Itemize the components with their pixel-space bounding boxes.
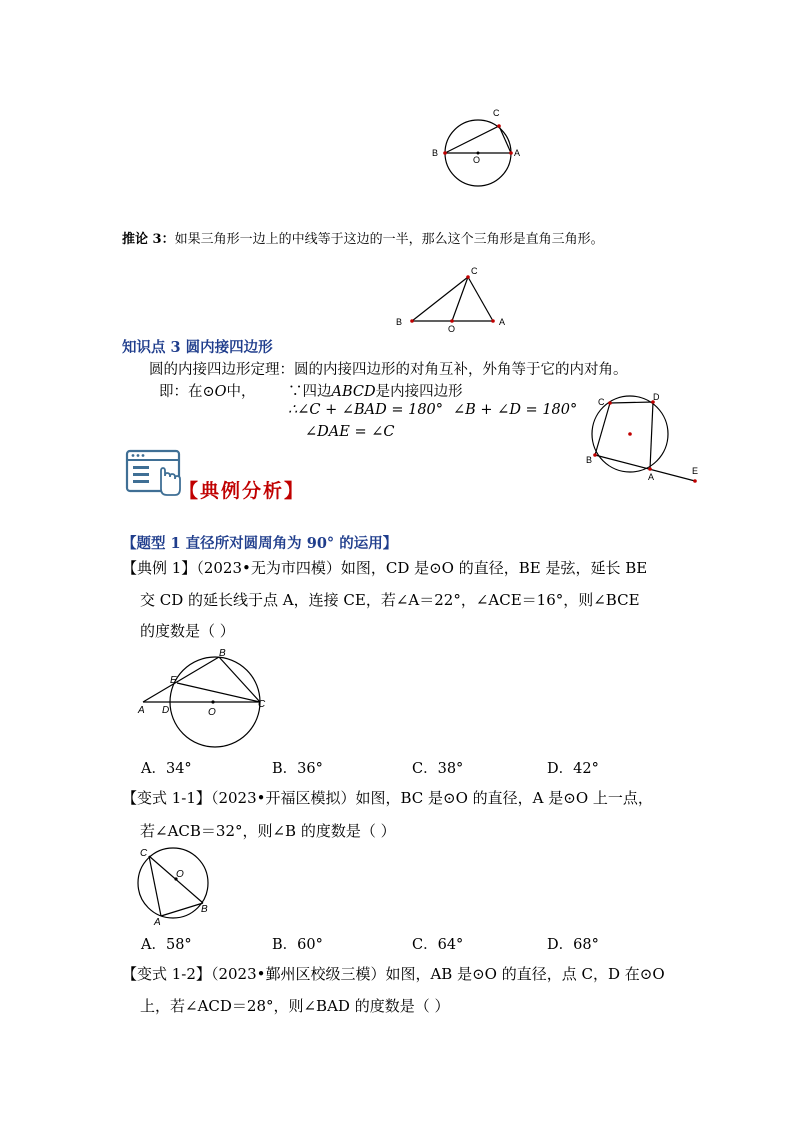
fig2-label-o: O (448, 324, 456, 334)
example-1-line3: 的度数是（ ） (140, 622, 235, 640)
line1-abcd: ABCD (331, 384, 376, 400)
variant-1-1-option-d[interactable]: D．68° (547, 937, 599, 953)
fig1-label-c: C (493, 108, 500, 118)
knowledge-3-line2: ∴∠C + ∠BAD = 180° (288, 402, 444, 418)
example-1-option-a[interactable]: A．34° (141, 761, 192, 777)
figure-example-1 (133, 645, 273, 745)
fig3-label-c: C (598, 397, 605, 407)
knowledge-3-theorem: 圆的内接四边形定理：圆的内接四边形的对角互补，外角等于它的内对角。 (149, 362, 628, 378)
fig2-label-c: C (471, 266, 478, 276)
fig5-label-b: B (201, 904, 208, 915)
knowledge-3-heading: 知识点 3 圆内接四边形 (122, 339, 273, 356)
example-1-line1 (122, 557, 647, 578)
document-pointer-icon (125, 449, 183, 497)
fig2-label-a: A (499, 317, 506, 327)
line1-suffix: 中， (226, 384, 256, 400)
variant-1-2-line2: 上，若∠ACD＝28°，则∠BAD 的度数是（ ） (140, 997, 450, 1015)
corollary-3 (122, 228, 604, 247)
variant-1-1-line2: 若∠ACB＝32°，则∠B 的度数是（ ） (140, 822, 396, 840)
fig4-label-a: A (138, 705, 145, 716)
example-1-line2: 交 CD 的延长线于点 A，连接 CE，若∠A＝22°，∠ACE＝16°，则∠BCE (140, 591, 640, 609)
figure-cyclic-quadrilateral (583, 388, 705, 488)
fig5-label-c: C (140, 848, 148, 859)
example-1-option-c[interactable]: C．38° (412, 761, 464, 777)
banner-title: 【典例分析】 (179, 480, 306, 502)
fig2-label-b: B (396, 317, 403, 327)
fig5-label-a: A (154, 917, 161, 928)
knowledge-3-line1-intro (159, 380, 256, 401)
line1-o: O (214, 384, 227, 400)
knowledge-3-line1-given (288, 380, 463, 401)
fig3-label-a: A (648, 472, 655, 482)
corollary-3-text: 如果三角形一边上的中线等于这边的一半，那么这个三角形是直角三角形。 (174, 232, 604, 247)
figure-triangle-median (392, 262, 517, 337)
corollary-3-label: 推论 3： (122, 232, 175, 247)
fig1-label-a: A (514, 148, 521, 158)
example-1-option-d[interactable]: D．42° (547, 761, 599, 777)
example-1-source: （2023•无为市四模） (196, 559, 341, 577)
variant-1-1-text1: 如图，BC 是⊙O 的直径，A 是⊙O 上一点， (355, 789, 653, 807)
fig3-label-d: D (653, 392, 660, 402)
variant-1-1-option-a[interactable]: A．58° (141, 937, 192, 953)
example-1-text1: 如图，CD 是⊙O 的直径，BE 是弦，延长 BE (340, 559, 648, 577)
fig1-label-o: O (473, 155, 481, 165)
knowledge-3-line2b: ∠B + ∠D = 180° (453, 402, 578, 418)
variant-1-2-line1 (122, 963, 665, 984)
variant-1-2-text1: 如图，AB 是⊙O 的直径，点 C，D 在⊙O (385, 965, 665, 983)
fig4-label-d: D (162, 705, 170, 716)
figure-variant-1-1 (133, 843, 223, 928)
variant-1-1-option-c[interactable]: C．64° (412, 937, 464, 953)
variant-1-1-line1 (122, 787, 653, 808)
type-1-heading: 【题型 1 直径所对圆周角为 90° 的运用】 (122, 535, 398, 552)
knowledge-3-line3: ∠DAE = ∠C (305, 424, 395, 440)
figure-circle-diameter (430, 105, 530, 195)
variant-1-1-tag: 【变式 1-1】 (122, 789, 211, 807)
variant-1-2-tag: 【变式 1-2】 (122, 965, 211, 983)
line1-cyclic: 是内接四边形 (375, 384, 463, 400)
variant-1-2-source: （2023•鄞州区校级三模） (210, 965, 386, 983)
variant-1-1-source: （2023•开福区模拟） (210, 789, 356, 807)
example-1-tag: 【典例 1】 (122, 559, 197, 577)
line1-prefix: 即：在⊙ (159, 384, 215, 400)
fig3-label-e: E (692, 466, 699, 476)
fig5-label-o: O (176, 869, 184, 880)
fig3-label-b: B (586, 455, 593, 465)
line1-because: ∵四边 (288, 384, 332, 400)
variant-1-1-option-b[interactable]: B．60° (272, 937, 323, 953)
fig4-label-o: O (208, 707, 216, 718)
fig4-label-e: E (170, 675, 177, 686)
fig4-label-c: C (258, 699, 266, 710)
example-1-option-b[interactable]: B．36° (272, 761, 323, 777)
fig4-label-b: B (219, 648, 226, 659)
fig1-label-b: B (432, 148, 439, 158)
